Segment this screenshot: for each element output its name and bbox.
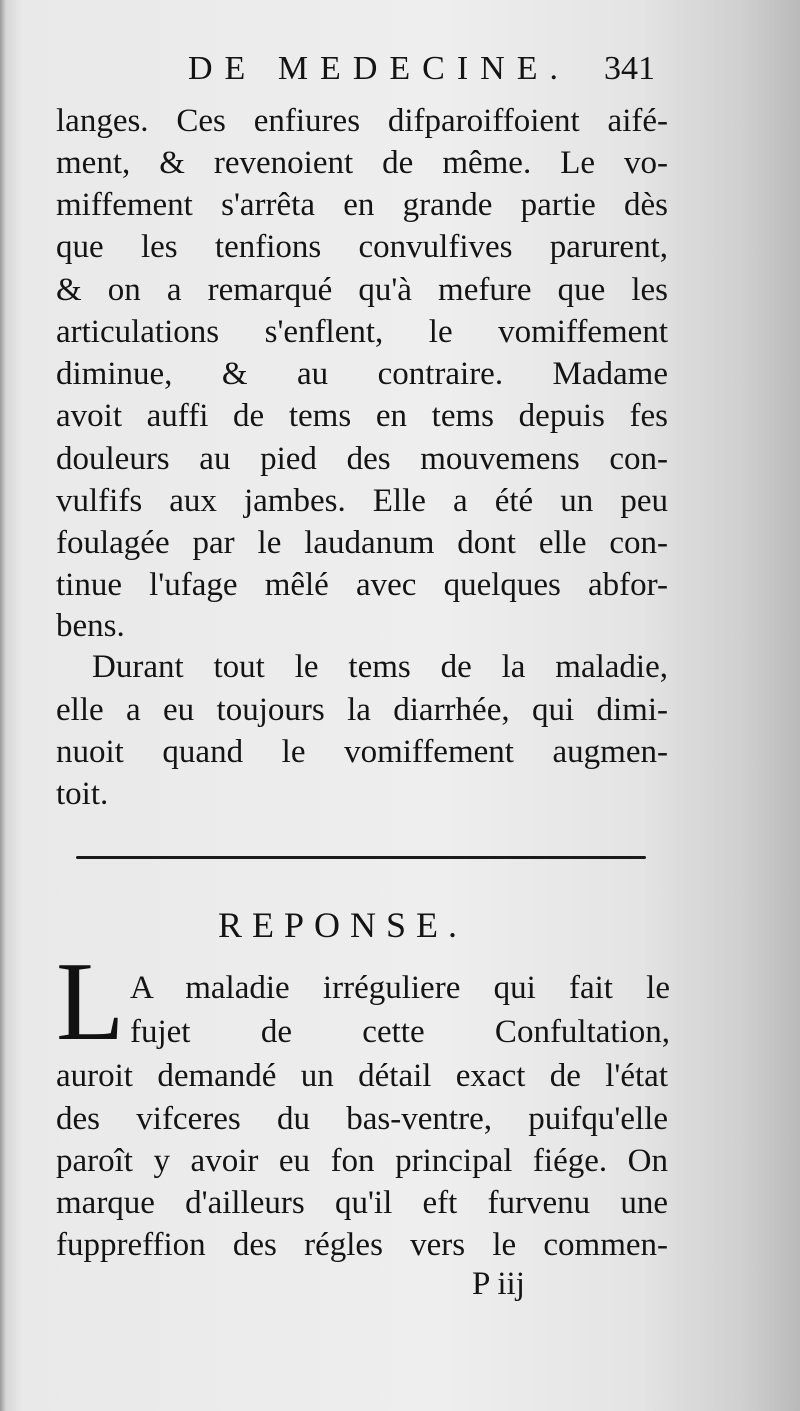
text-line: que les tenfions convulfives parurent, <box>56 229 668 265</box>
text-line: miffement s'arrêta en grande partie dès <box>56 187 668 223</box>
text-line: douleurs au pied des mouvemens con- <box>56 441 668 477</box>
text-line: foulagée par le laudanum dont elle con- <box>56 525 668 561</box>
signature-mark: P iij <box>472 1266 525 1302</box>
text-line: diminue, & au contraire. Madame <box>56 356 668 392</box>
section-divider <box>76 856 646 859</box>
text-line: auroit demandé un détail exact de l'état <box>56 1058 668 1094</box>
text-line: paroît y avoir eu fon principal fiége. On <box>56 1143 668 1179</box>
text-line: vulfifs aux jambes. Elle a été un peu <box>56 483 668 519</box>
text-line: avoit auffi de tems en tems depuis fes <box>56 398 668 434</box>
paragraph-first-line: Durant tout le tems de la maladie, <box>92 649 668 685</box>
running-head: DE MEDECINE. <box>188 50 570 87</box>
section-heading: REPONSE. <box>218 905 468 945</box>
text-line: fuppreffion des régles vers le commen- <box>56 1227 668 1263</box>
text-line: toit. <box>56 776 109 812</box>
text-line: des vifceres du bas-ventre, puifqu'elle <box>56 1101 668 1137</box>
text-line: fujet de cette Confultation, <box>130 1014 670 1050</box>
drop-cap: L <box>56 940 125 1064</box>
text-line: marque d'ailleurs qu'il eft furvenu une <box>56 1185 668 1221</box>
text-line: A maladie irréguliere qui fait le <box>130 970 670 1006</box>
text-line: bens. <box>56 608 125 644</box>
page-number: 341 <box>604 50 655 87</box>
text-line: langes. Ces enfiures difparoiffoient aifé- <box>56 103 668 139</box>
text-line: articulations s'enflent, le vomiffement <box>56 314 668 350</box>
text-line: & on a remarqué qu'à mefure que les <box>56 272 668 308</box>
text-line: elle a eu toujours la diarrhée, qui dimi- <box>56 692 668 728</box>
text-line: tinue l'ufage mêlé avec quelques abfor- <box>56 567 668 603</box>
text-line: ment, & revenoient de même. Le vo- <box>56 145 668 181</box>
text-line: nuoit quand le vomiffement augmen- <box>56 734 668 770</box>
